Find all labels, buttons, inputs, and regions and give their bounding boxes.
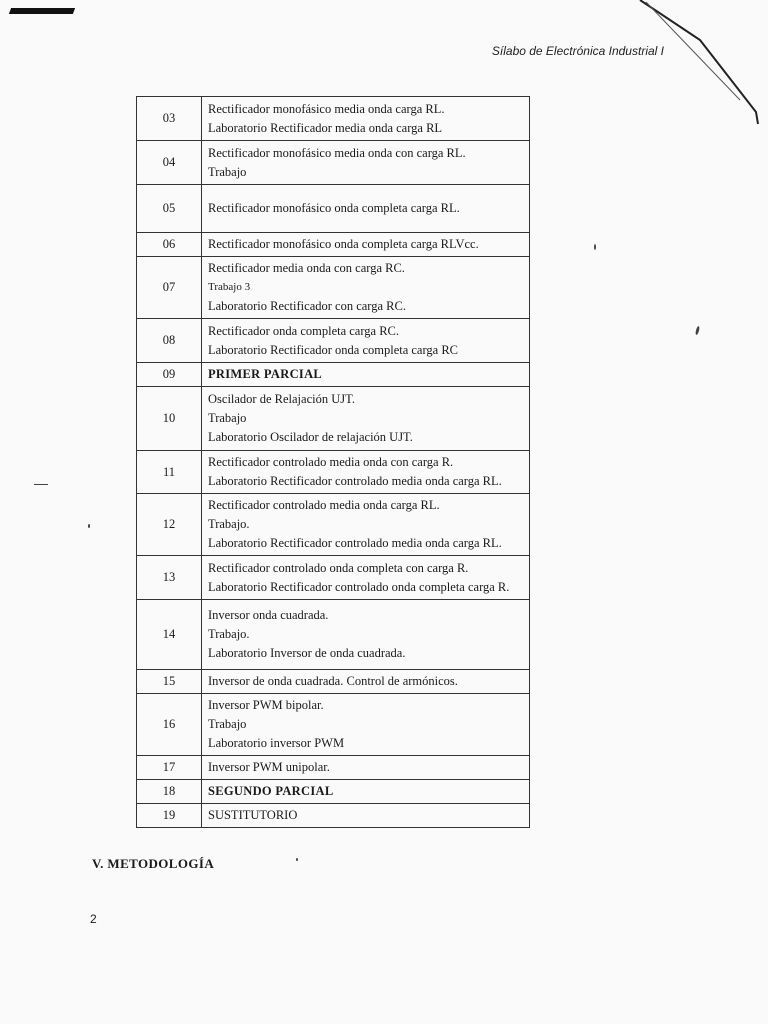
topic-line: Trabajo: [208, 717, 247, 731]
week-number-cell: 09: [137, 363, 202, 387]
topic-line: Oscilador de Relajación UJT.: [208, 392, 355, 406]
topic-cell: [202, 185, 530, 233]
table-row: [137, 780, 530, 804]
topic-cell: [202, 756, 530, 780]
week-number-cell: 11: [137, 451, 202, 494]
table-row: [137, 257, 530, 319]
topic-line: Trabajo 3: [208, 281, 251, 293]
week-number-cell: 14: [137, 600, 202, 670]
section-heading: V. METODOLOGÍA: [92, 856, 215, 871]
topic-cell: [202, 780, 530, 804]
topic-cell: [202, 141, 530, 185]
table-row: [137, 319, 530, 363]
week-number-cell: 05: [137, 185, 202, 233]
week-number-cell: 04: [137, 141, 202, 185]
topic-cell: [202, 556, 530, 600]
table-row: [137, 804, 530, 828]
topic-cell: [202, 694, 530, 756]
table-row: [137, 363, 530, 387]
topic-line: Laboratorio Rectificador media onda carga RL: [208, 120, 443, 135]
schedule-table-body: [137, 97, 530, 828]
week-number-cell: 08: [137, 319, 202, 363]
table-row: [137, 600, 530, 670]
table-row: [137, 556, 530, 600]
topic-cell: [202, 97, 530, 141]
week-number-cell: 10: [137, 387, 202, 451]
week-number-cell: 06: [137, 233, 202, 257]
week-number-cell: 03: [137, 97, 202, 141]
topic-cell: [202, 670, 530, 694]
schedule-table: [136, 96, 530, 828]
topic-cell: [202, 233, 530, 257]
scan-speck: [296, 858, 298, 861]
table-row: [137, 694, 530, 756]
table-row: [137, 494, 530, 556]
scan-speck: [34, 484, 48, 485]
topic-line: Laboratorio Rectificador con carga RC.: [208, 299, 406, 313]
table-row: [137, 670, 530, 694]
document-header-title: Sílabo de Electrónica Industrial I: [491, 44, 664, 58]
topic-line: Inversor de onda cuadrada. Control de armónicos.: [208, 674, 458, 688]
schedule-table-container: [136, 96, 530, 828]
scan-speck: [594, 244, 596, 250]
topic-line: Inversor onda cuadrada.: [208, 608, 329, 622]
topic-line: Inversor PWM unipolar.: [208, 760, 330, 774]
week-number-cell: 18: [137, 780, 202, 804]
scan-mark: [9, 8, 75, 14]
week-number-cell: 15: [137, 670, 202, 694]
scan-speck: [88, 524, 90, 528]
week-number-cell: 17: [137, 756, 202, 780]
topic-line: Laboratorio Rectificador controlado media onda carga RL.: [208, 474, 502, 488]
table-row: [137, 185, 530, 233]
topic-line: Trabajo.: [208, 627, 250, 641]
topic-line: Laboratorio Rectificador controlado media onda carga RL.: [208, 536, 502, 550]
topic-line: PRIMER PARCIAL: [208, 367, 323, 381]
topic-cell: [202, 387, 530, 451]
topic-line: Laboratorio Rectificador controlado onda completa carga R.: [208, 579, 510, 594]
topic-line: Rectificador onda completa carga RC.: [208, 323, 400, 338]
topic-line: Laboratorio Rectificador onda completa carga RC: [208, 342, 459, 357]
topic-line: SEGUNDO PARCIAL: [208, 784, 334, 798]
topic-line: Rectificador monofásico onda completa carga RLVcc.: [208, 237, 479, 251]
scan-speck: [695, 326, 700, 335]
topic-line: Rectificador controlado media onda carga RL.: [208, 498, 440, 512]
topic-cell: [202, 451, 530, 494]
table-row: [137, 756, 530, 780]
topic-line: Trabajo: [208, 411, 247, 425]
topic-cell: [202, 319, 530, 363]
topic-line: Laboratorio inversor PWM: [208, 736, 345, 750]
topic-cell: [202, 600, 530, 670]
week-number-cell: 13: [137, 556, 202, 600]
topic-line: Rectificador monofásico onda completa carga RL.: [208, 201, 460, 215]
table-row: [137, 141, 530, 185]
topic-line: Laboratorio Oscilador de relajación UJT.: [208, 430, 413, 444]
week-number-cell: 07: [137, 257, 202, 319]
topic-cell: [202, 804, 530, 828]
topic-line: Rectificador controlado media onda con carga R.: [208, 455, 454, 469]
week-number-cell: 16: [137, 694, 202, 756]
week-number-cell: 12: [137, 494, 202, 556]
table-row: [137, 233, 530, 257]
table-row: [137, 97, 530, 141]
topic-line: Rectificador media onda con carga RC.: [208, 261, 405, 275]
topic-line: SUSTITUTORIO: [208, 808, 298, 822]
topic-cell: [202, 494, 530, 556]
topic-line: Rectificador controlado onda completa con carga R.: [208, 560, 469, 575]
topic-line: Rectificador monofásico media onda carga RL.: [208, 101, 445, 116]
topic-cell: [202, 257, 530, 319]
topic-line: Inversor PWM bipolar.: [208, 698, 324, 712]
topic-cell: [202, 363, 530, 387]
table-row: [137, 387, 530, 451]
topic-line: Rectificador monofásico media onda con carga RL.: [208, 145, 466, 160]
week-number-cell: 19: [137, 804, 202, 828]
topic-line: Trabajo: [208, 164, 247, 179]
table-row: [137, 451, 530, 494]
topic-line: Laboratorio Inversor de onda cuadrada.: [208, 646, 406, 660]
topic-line: Trabajo.: [208, 517, 250, 531]
page-number: 2: [90, 912, 97, 926]
